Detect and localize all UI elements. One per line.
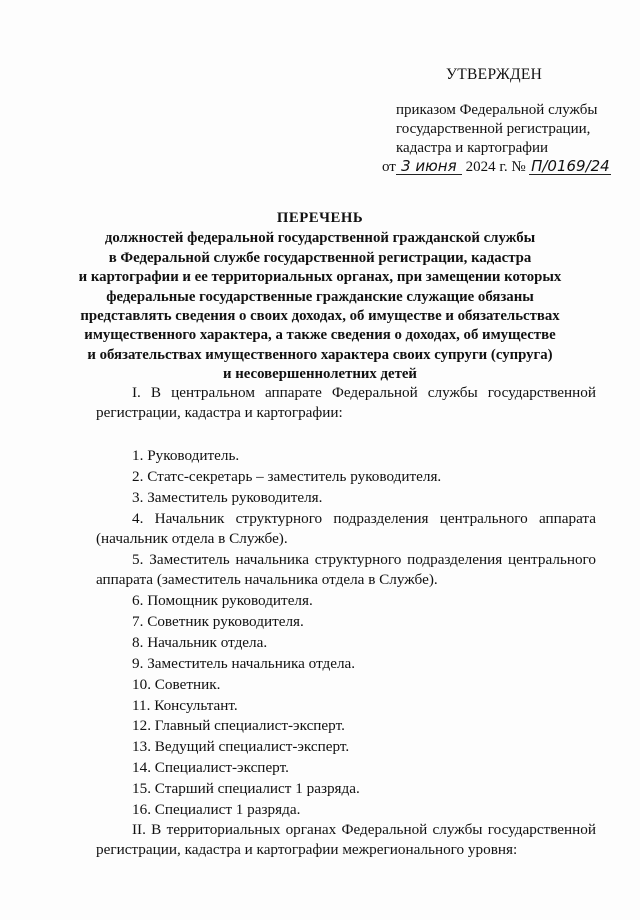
list-item: 16. Специалист 1 разряда. (132, 800, 301, 818)
approval-line-2: государственной регистрации, (396, 121, 591, 137)
section-2-heading: II. В территориальных органах Федеральной службы государственной регистрации, кадастра и картографии межрегионального уровня: (96, 821, 596, 858)
list-item: 2. Статс-секретарь – заместитель руководителя. (132, 467, 442, 485)
section-1 (96, 383, 596, 821)
list-item: 15. Старший специалист 1 разряда. (132, 780, 360, 798)
document-subtitle-line: в Федеральной службе государственной регистрации, кадастра (108, 249, 532, 266)
list-item: 4. Начальник структурного подразделения центрального аппарата (начальник отдела в Службе). (96, 509, 596, 547)
document-subtitle-line: имущественного характера, а также сведения о доходах, об имуществе (84, 327, 556, 344)
document-subtitle-line: и несовершеннолетних детей (223, 366, 417, 383)
approval-from-prefix: от (382, 159, 396, 175)
list-item: 6. Помощник руководителя. (132, 592, 313, 610)
approval-title: УТВЕРЖДЕН (446, 66, 543, 83)
approval-date-handwritten: 3 июня (396, 158, 462, 175)
list-item: 1. Руководитель. (132, 447, 240, 464)
document-subtitle-line: представлять сведения о своих доходах, об имуществе и обязательствах (80, 308, 560, 325)
list-item: 13. Ведущий специалист-эксперт. (132, 738, 350, 756)
list-item: 5. Заместитель начальника структурного подразделения центрального аппарата (заместитель начальника отдела в Службе). (96, 550, 596, 589)
document-subtitle-line: федеральные государственные гражданские служащие обязаны (106, 288, 534, 305)
list-item: 11. Консультант. (132, 696, 238, 714)
document-subtitle-line: должностей федеральной государственной гражданской службы (104, 230, 536, 247)
approval-year-text: 2024 г. № (465, 159, 526, 175)
approval-number-handwritten: П/0169/24 (531, 157, 610, 175)
list-item: 14. Специалист-эксперт. (132, 759, 289, 777)
list-item: 10. Советник. (132, 675, 221, 693)
list-item: 8. Начальник отдела. (132, 633, 268, 651)
document-subtitle-line: и обязательствах имущественного характера своих супруги (супруга) (87, 346, 553, 363)
document-subtitle-line: и картографии и ее территориальных органах, при замещении которых (78, 269, 562, 286)
list-item: 12. Главный специалист-эксперт. (132, 717, 345, 735)
section-1-heading: I. В центральном аппарате Федеральной службы государственной регистрации, кадастра и картографии: (96, 384, 596, 421)
list-item: 7. Советник руководителя. (132, 612, 304, 630)
approval-line-3: кадастра и картографии (396, 140, 549, 156)
document-title-block (60, 209, 580, 385)
list-item: 3. Заместитель руководителя. (132, 488, 323, 506)
approval-order-block (382, 101, 612, 177)
approval-line-1: приказом Федеральной службы (396, 102, 598, 118)
document-heading: ПЕРЕЧЕНЬ (276, 210, 364, 226)
list-item: 9. Заместитель начальника отдела. (132, 654, 356, 672)
approval-date-line (382, 158, 612, 177)
position-list (96, 446, 596, 820)
